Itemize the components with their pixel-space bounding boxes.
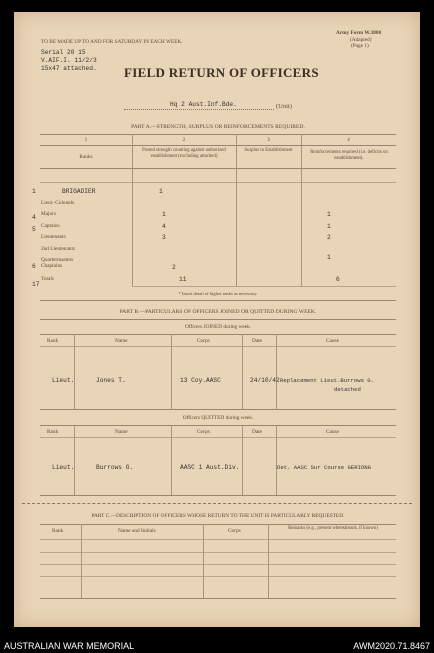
part-c-col-rank: Rank — [52, 528, 64, 534]
col-head-surplus: Surplus to Establishment — [244, 148, 293, 153]
reinf-majors: 1 — [327, 211, 331, 218]
margin-num: 5 — [32, 226, 36, 233]
posted-totals: 11 — [179, 276, 187, 283]
posted-chaplains: 2 — [172, 264, 176, 271]
joined-title: Officers JOINED during week. — [184, 324, 252, 330]
joined-cause-cont: detached — [334, 386, 361, 393]
quitted-rank: Lieut. — [52, 464, 75, 471]
posted-captains: 4 — [162, 223, 166, 230]
joined-rank: Lieut. — [52, 377, 75, 384]
reinf-lieutenants: 2 — [327, 234, 331, 241]
instruction-text: TO BE MADE UP TO AND FOR SATURDAY IN EACH WEEK. — [41, 39, 183, 45]
rank-totals: Totals — [41, 276, 54, 282]
unit-label: (Unit) — [276, 103, 292, 110]
joined-col-cause: Cause — [326, 338, 339, 344]
quitted-col-cause: Cause — [326, 429, 339, 435]
posted-brigadier: 1 — [159, 188, 163, 195]
part-c-col-corps: Corps — [228, 528, 241, 534]
margin-num: 6 — [32, 263, 36, 270]
joined-date: 24/10/42 — [250, 377, 280, 384]
part-a-title: PART A.—STRENGTH, SURPLUS OR REINFORCEMENTS REQUIRED. — [131, 124, 305, 130]
form-paper — [14, 12, 420, 627]
joined-corps: 13 Coy.AASC — [180, 377, 221, 384]
unit-value: Hq 2 Aust.Inf.Bde. — [170, 101, 237, 108]
page-title: FIELD RETURN OF OFFICERS — [124, 65, 319, 80]
part-c-title: PART C.—DESCRIPTION OF OFFICERS WHOSE RETURN TO THE UNIT IS PARTICULARLY REQUESTED. — [91, 513, 345, 519]
quitted-col-rank: Rank — [47, 429, 59, 435]
footer-institution: AUSTRALIAN WAR MEMORIAL — [4, 641, 135, 651]
quitted-title: Officers QUITTED during week. — [182, 415, 254, 421]
joined-cause: Replacement Lieut.Burrows G. — [280, 377, 374, 384]
quitted-col-date: Date — [252, 429, 262, 435]
form-page: (Page 1) — [351, 43, 369, 49]
joined-col-rank: Rank — [47, 338, 59, 344]
part-a-footnote: * Insert detail of higher ranks as necessary. — [178, 291, 258, 296]
part-c-col-remarks: Remarks (e.g., present whereabouts, if known) — [288, 526, 378, 531]
col-head-reinf: Reinforcements required (i.e. deficits on establishment). — [310, 150, 388, 161]
part-b-title: PART B.—PARTICULARS OF OFFICERS JOINED OR QUITTED DURING WEEK. — [119, 309, 317, 315]
serial-number: Serial 20 15 — [41, 49, 86, 56]
rank-chaplains: Chaplains — [41, 263, 63, 269]
reinf-quartermasters: 1 — [327, 254, 331, 261]
quitted-cause: Det. AASC Sur Course GERIONG — [277, 464, 371, 471]
joined-col-date: Date — [252, 338, 262, 344]
rank-2nd-lieutenants: 2nd Lieutenants — [41, 246, 75, 252]
rank-captains: Captains — [41, 223, 60, 229]
joined-col-corps: Corps — [197, 338, 210, 344]
margin-num: 1 — [32, 188, 36, 195]
reinf-totals: 6 — [336, 276, 340, 283]
col-head-posted: Posted strength counting against authorized establishment (excluding attached) — [142, 148, 226, 159]
col-head-ranks: Ranks — [79, 154, 93, 160]
quitted-col-corps: Corps — [197, 429, 210, 435]
posted-lieutenants: 3 — [162, 234, 166, 241]
rank-majors: Majors — [41, 211, 57, 217]
rank-quartermasters: Quartermasters — [41, 257, 74, 263]
quitted-col-name: Name — [115, 429, 128, 435]
rank-lieutenants: Lieutenants — [41, 234, 66, 240]
posted-majors: 1 — [162, 211, 166, 218]
margin-num: 4 — [32, 214, 36, 221]
form-number: Army Form W.3008 — [336, 30, 382, 36]
form-adapted: (Adapted) — [350, 37, 372, 43]
joined-col-name: Name — [115, 338, 128, 344]
quitted-name: Burrows G. — [96, 464, 134, 471]
quitted-corps: AASC 1 Aust.Div. — [180, 464, 240, 471]
col-num-1: 1 — [84, 137, 88, 143]
col-num-4: 4 — [347, 137, 350, 143]
col-num-2: 2 — [182, 137, 186, 143]
reinf-captains: 1 — [327, 223, 331, 230]
joined-name: Jones T. — [96, 377, 126, 384]
tear-line — [22, 503, 412, 504]
footer-accession: AWM2020.71.8467 — [353, 641, 430, 651]
archive-footer — [0, 640, 434, 653]
rank-lieut-colonels: Lieut.-Colonels — [41, 200, 75, 206]
margin-num: 17 — [32, 281, 40, 288]
unit-underline — [124, 109, 274, 110]
reference-number: V.AIF.I. 11/2/3 — [41, 57, 97, 64]
part-c-col-name: Name and Initials — [118, 528, 156, 534]
attached-note: 15x47 attached. — [41, 65, 97, 72]
col-num-3: 3 — [267, 137, 270, 143]
typed-rank-brigadier: BRIGADIER — [62, 188, 96, 195]
